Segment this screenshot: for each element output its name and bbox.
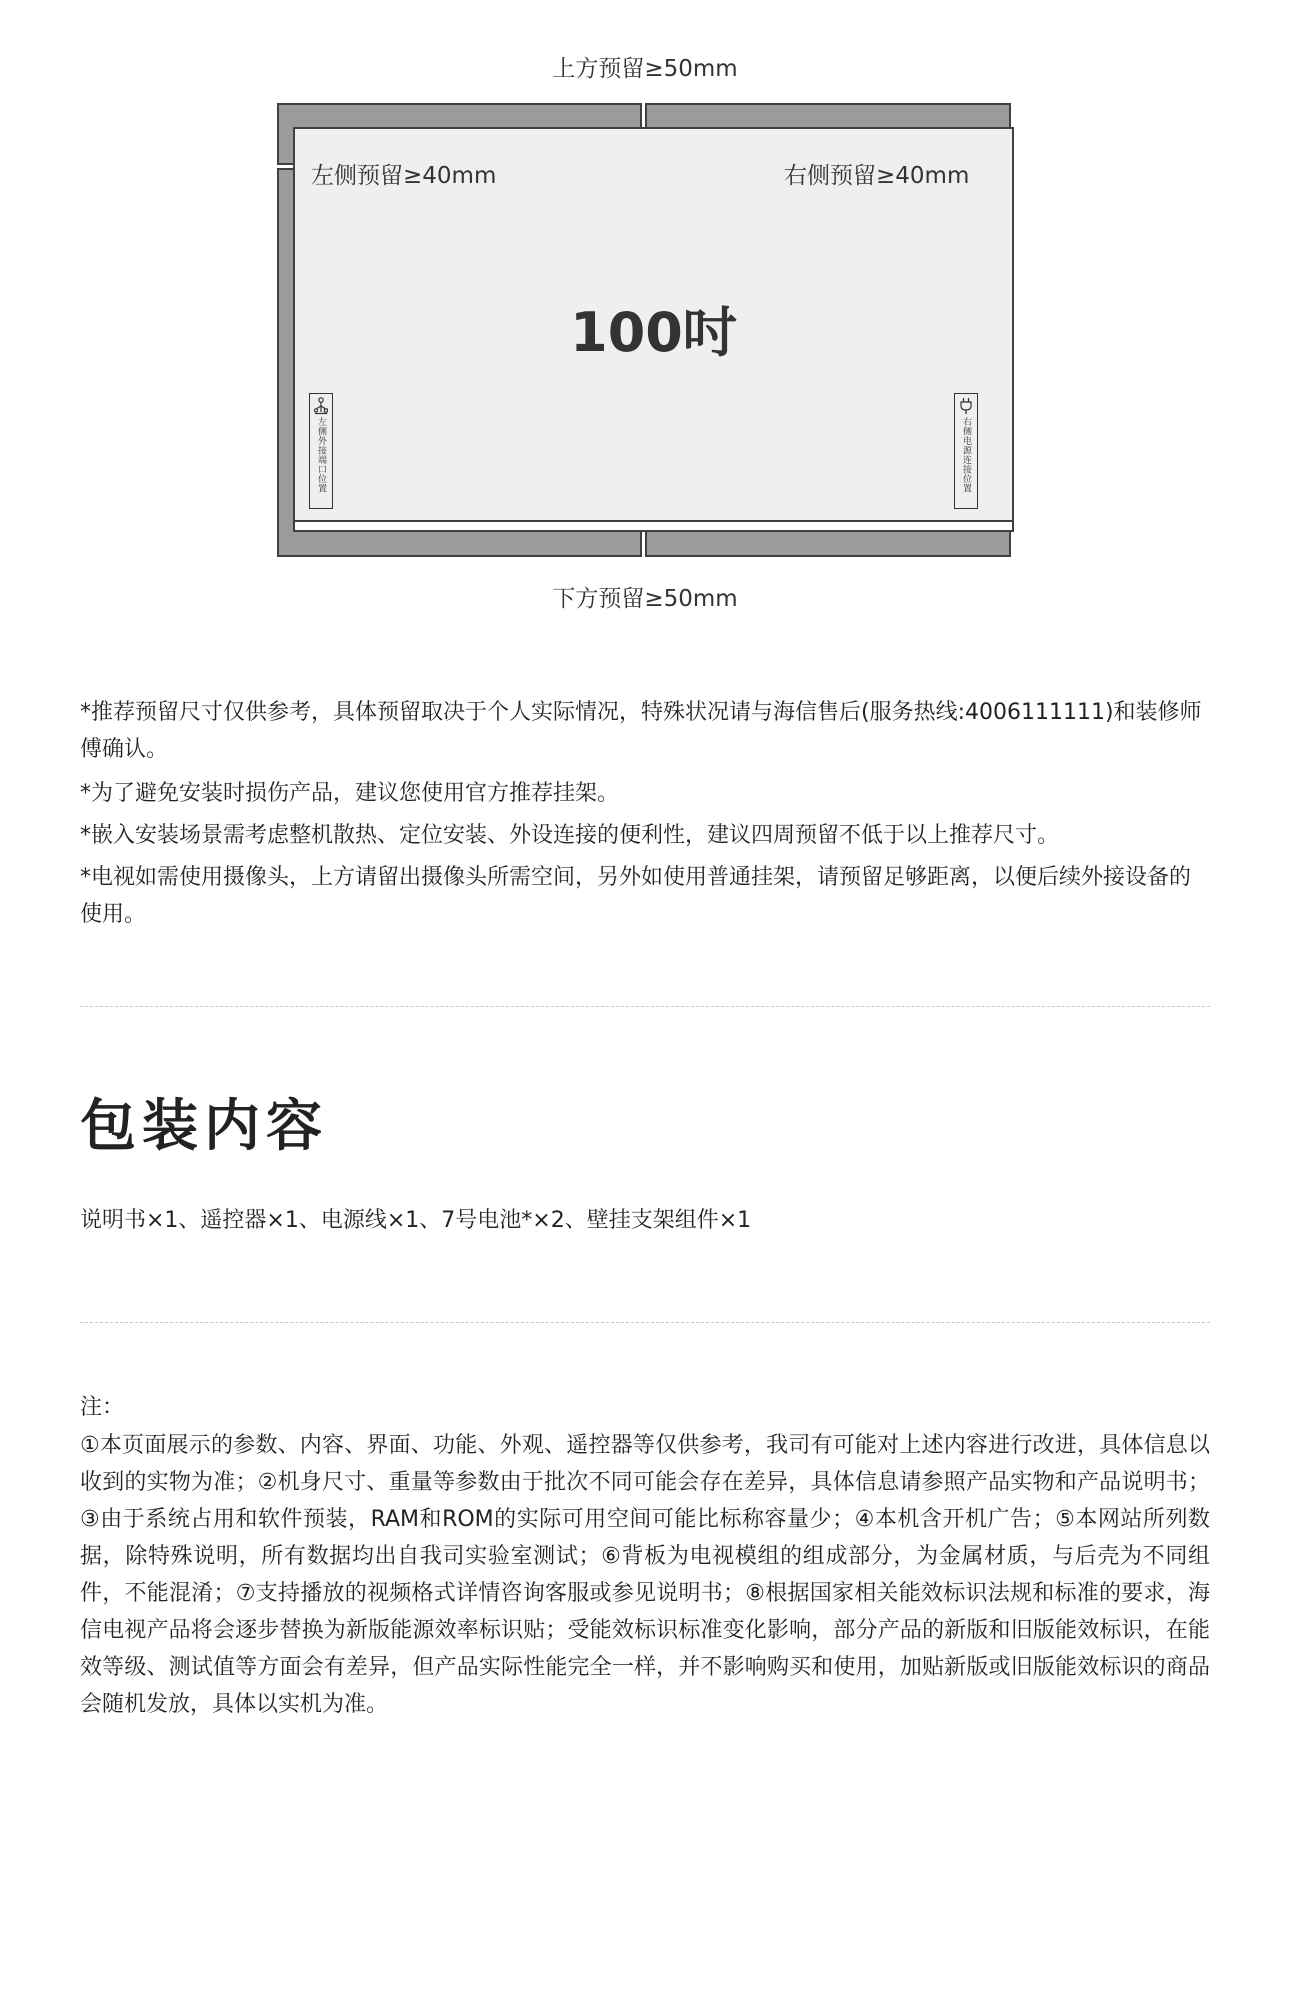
- power-plug-icon: [959, 397, 973, 415]
- right-port-box: [954, 393, 978, 509]
- bottom-margin-label: 下方预留≥50mm: [552, 586, 738, 612]
- bottom-center-marker: [640, 532, 647, 557]
- tv-base-strip: [293, 522, 1014, 532]
- usb-icon: [313, 397, 329, 415]
- right-port-label: 右侧电源连接位置: [961, 417, 971, 493]
- package-title: 包装内容: [80, 1094, 328, 1159]
- screen-size-label: 100吋: [570, 301, 737, 364]
- note-4: *电视如需使用摄像头，上方请留出摄像头所需空间，另外如使用普通挂架，请预留足够距离，以便后续外接设备的使用。: [80, 865, 1192, 927]
- package-items: 说明书×1、遥控器×1、电源线×1、7号电池*×2、壁挂支架组件×1: [80, 1208, 752, 1233]
- note-2: *为了避免安装时损伤产品，建议您使用官方推荐挂架。: [80, 781, 620, 806]
- right-margin-label: 右侧预留≥40mm: [784, 163, 970, 189]
- remarks-heading: 注：: [80, 1395, 125, 1420]
- remarks-body: ①本页面展示的参数、内容、界面、功能、外观、遥控器等仅供参考，我司有可能对上述内容进行改进，具体信息以收到的实物为准；②机身尺寸、重量等参数由于批次不同可能会存在差异，具体信息请参照产品实物和产品说明书；③由于系统占用和软件预装，RAM和ROM的实际可用空间可能比标称容量少；④本机含开机广告；⑤本网站所列数据，除特殊说明，所有数据均出自我司实验室测试；⑥背板为电视模组的组成部分，为金属材质，与后壳为不同组件，不能混淆；⑦支持播放的视频格式详情咨询客服或参见说明书；⑧根据国家相关能效标识法规和标准的要求，海信电视产品将会逐步替换为新版能源效率标识贴；受能效标识标准变化影响，部分产品的新版和旧版能效标识，在能效等级、测试值等方面会有差异，但产品实际性能完全一样，并不影响购买和使用，加贴新版或旧版能效标识的商品会随机发放，具体以实机为准。: [80, 1433, 1210, 1717]
- left-port-label: 左侧外接端口位置: [316, 417, 326, 493]
- left-margin-label: 左侧预留≥40mm: [311, 163, 497, 189]
- section-divider-1: [80, 1006, 1210, 1007]
- top-center-marker: [640, 103, 647, 127]
- left-center-marker: [277, 163, 293, 170]
- top-margin-label: 上方预留≥50mm: [552, 56, 738, 82]
- left-port-box: [309, 393, 333, 509]
- section-divider-2: [80, 1322, 1210, 1323]
- note-1: *推荐预留尺寸仅供参考，具体预留取决于个人实际情况，特殊状况请与海信售后(服务热线:4006111111)和装修师傅确认。: [80, 700, 1202, 762]
- note-3: *嵌入安装场景需考虑整机散热、定位安装、外设连接的便利性，建议四周预留不低于以上推荐尺寸。: [80, 823, 1060, 848]
